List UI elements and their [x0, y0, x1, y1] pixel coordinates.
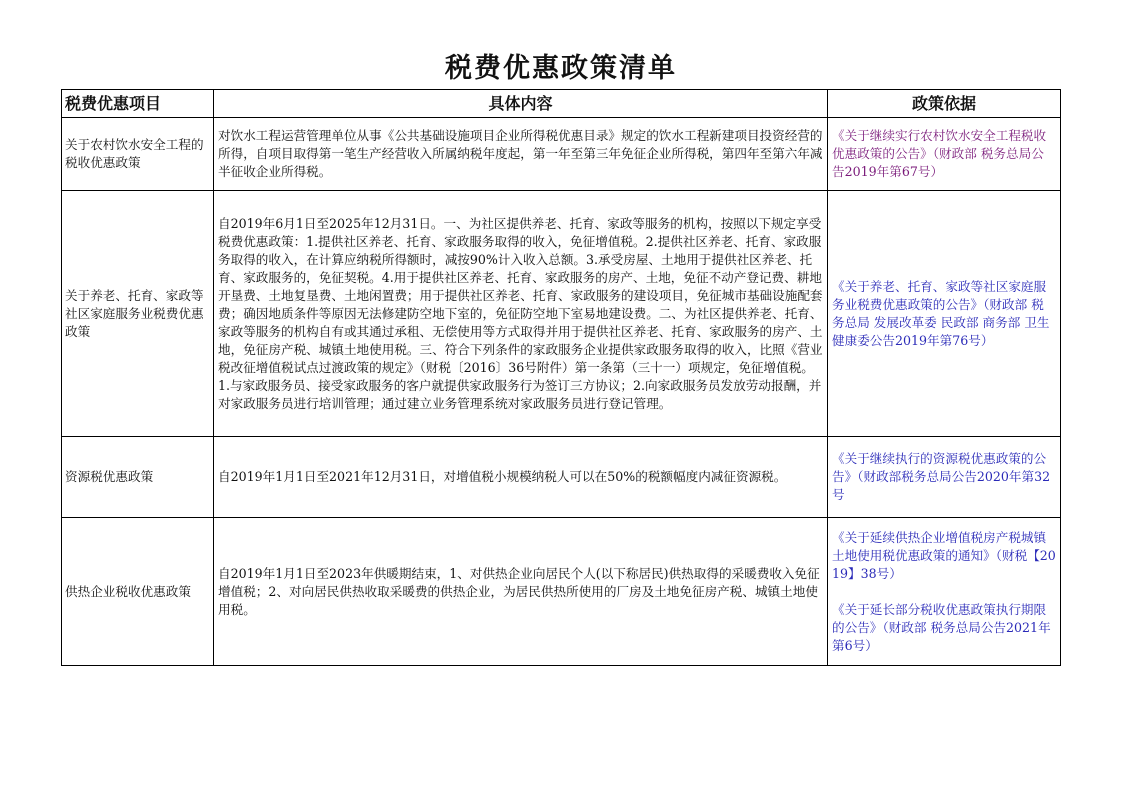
basis-reference: 《关于延续供热企业增值税房产税城镇土地使用税优惠政策的通知》（财税【2019】38号）: [832, 529, 1056, 581]
table-header-row: [62, 90, 1061, 118]
header-basis: 政策依据: [828, 90, 1061, 118]
row-content: 自2019年6月1日至2025年12月31日。一、为社区提供养老、托育、家政等服务的机构，按照以下规定享受税费优惠政策：1.提供社区养老、托育、家政服务取得的收入，免征增值税。2.提供社区养老、托育、家政服务取得的收入，在计算应纳税所得额时，减按90%计入收入总额。3.承受房屋、土地用于提供社区养老、托育、家政服务的，免征契税。4.用于提供社区养老、托育、家政服务的房产、土地，免征不动产登记费、耕地开垦费、土地复垦费、土地闲置费；用于提供社区养老、托育、家政服务的建设项目，免征城市基础设施配套费；确因地质条件等原因无法修建防空地下室的，免征防空地下室易地建设费。二、为社区提供养老、托育、家政等服务的机构自有或其通过承租、无偿使用等方式取得并用于提供社区养老、托育、家政服务的房产、土地，免征房产税、城镇土地使用税。三、符合下列条件的家政服务企业提供家政服务取得的收入，比照《营业税改征增值税试点过渡政策的规定》（财税〔2016〕36号附件）第一条第（三十一）项规定，免征增值税。1.与家政服务员、接受家政服务的客户就提供家政服务行为签订三方协议；2.向家政服务员发放劳动报酬，并对家政服务员进行培训管理；通过建立业务管理系统对家政服务员进行登记管理。: [214, 191, 828, 437]
header-content: 具体内容: [214, 90, 828, 118]
page-title: 税费优惠政策清单: [445, 53, 677, 84]
basis-reference: 《关于延长部分税收优惠政策执行期限的公告》（财政部 税务总局公告2021年第6号）: [832, 601, 1051, 653]
table-row: [62, 437, 1061, 518]
row-basis: 《关于继续执行的资源税优惠政策的公告》（财政部税务总局公告2020年第32号: [828, 437, 1061, 518]
spacer: [832, 583, 1056, 601]
table-row: [62, 118, 1061, 191]
row-item: 供热企业税收优惠政策: [62, 518, 214, 666]
row-basis: 《关于继续实行农村饮水安全工程税收优惠政策的公告》（财政部 税务总局公告2019年第67号）: [828, 118, 1061, 191]
row-content: 自2019年1月1日至2021年12月31日，对增值税小规模纳税人可以在50%的税额幅度内减征资源税。: [214, 437, 828, 518]
row-item: 关于养老、托育、家政等社区家庭服务业税费优惠政策: [62, 191, 214, 437]
row-content: 对饮水工程运营管理单位从事《公共基础设施项目企业所得税优惠目录》规定的饮水工程新建项目投资经营的所得，自项目取得第一笔生产经营收入所属纳税年度起，第一年至第三年免征企业所得税，第四年至第六年减半征收企业所得税。: [214, 118, 828, 191]
table-row: [62, 191, 1061, 437]
row-item: 关于农村饮水安全工程的税收优惠政策: [62, 118, 214, 191]
row-basis: 《关于养老、托育、家政等社区家庭服务业税费优惠政策的公告》（财政部 税务总局 发展改革委 民政部 商务部 卫生健康委公告2019年第76号）: [828, 191, 1061, 437]
table-row: [62, 518, 1061, 666]
policy-table: [61, 89, 1061, 666]
row-basis: [828, 518, 1061, 666]
row-item: 资源税优惠政策: [62, 437, 214, 518]
header-item: 税费优惠项目: [62, 90, 214, 118]
row-content: 自2019年1月1日至2023年供暖期结束，1、对供热企业向居民个人(以下称居民)供热取得的采暖费收入免征增值税；2、对向居民供热收取采暖费的供热企业，为居民供热所使用的厂房及土地免征房产税、城镇土地使用税。: [214, 518, 828, 666]
